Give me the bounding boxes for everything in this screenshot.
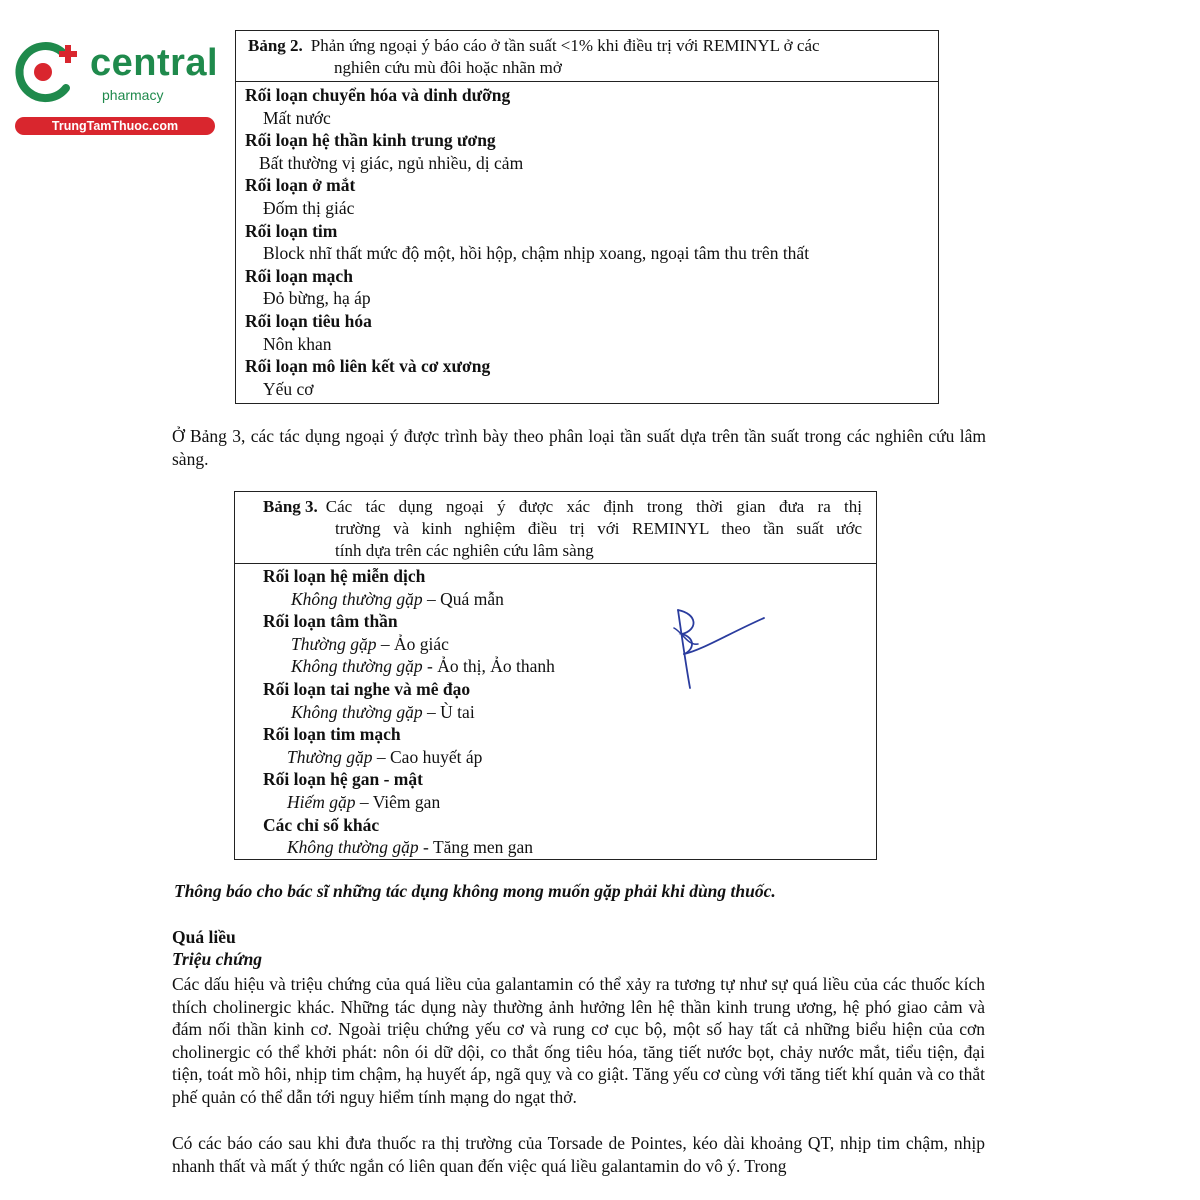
- effect-text: Viêm gan: [372, 791, 441, 812]
- intro-table-3: Ở Bảng 3, các tác dụng ngoại ý được trình bày theo phân loại tần suất dựa trên tần suất trong các nghiên cứu lâm sàng.: [172, 426, 986, 469]
- separator: –: [422, 588, 441, 609]
- separator: –: [355, 791, 373, 812]
- group-heading: Rối loạn hệ miễn dịch: [263, 566, 426, 586]
- group-item: Đỏ bừng, hạ áp: [263, 288, 371, 309]
- effect-text: Ảo thị, Ảo thanh: [437, 656, 555, 677]
- group-heading: Rối loạn tâm thần: [263, 611, 398, 632]
- table-2: [235, 30, 939, 404]
- table-3-body: [235, 564, 876, 859]
- group-heading: Rối loạn tai nghe và mê đạo: [263, 678, 471, 699]
- group-heading: Rối loạn chuyển hóa và dinh dưỡng: [245, 85, 511, 105]
- effect-text: Ảo giác: [394, 633, 449, 654]
- central-pharmacy-logo[interactable]: [10, 38, 219, 138]
- group-item: [263, 836, 868, 859]
- group-item: Đốm thị giác: [263, 197, 355, 218]
- separator: –: [372, 746, 390, 767]
- group-heading: Rối loạn hệ thần kinh trung ương: [245, 130, 496, 151]
- table-2-body: [236, 82, 938, 400]
- section-subheading: Triệu chứng: [172, 949, 263, 969]
- group-heading: Rối loạn mô liên kết và cơ xương: [245, 356, 491, 377]
- signature-icon: [668, 604, 778, 694]
- effect-text: Cao huyết áp: [390, 746, 483, 767]
- group-heading: Rối loạn hệ gan - mật: [263, 769, 423, 790]
- group-item: [263, 701, 868, 724]
- table-2-caption: [236, 31, 938, 82]
- table-3-caption: [235, 492, 876, 564]
- table-3: [234, 491, 877, 860]
- section-heading: Quá liều: [172, 927, 236, 947]
- separator: –: [422, 701, 441, 722]
- group-heading: Rối loạn mạch: [245, 265, 353, 286]
- overdose-paragraph: Có các báo cáo sau khi đưa thuốc ra thị trường của Torsade de Pointes, kéo dài khoảng QT, nhịp tim chậm, nhịp nhanh thất và mất ý thức ngắn có liên quan đến việc quá liều galantamin do vô ý. Trong: [172, 1133, 985, 1176]
- group-heading: Rối loạn tim mạch: [263, 724, 401, 745]
- group-item: Mất nước: [263, 107, 331, 128]
- logo-sub: pharmacy: [102, 87, 164, 103]
- frequency-label: Không thường gặp: [291, 656, 423, 677]
- logo-mark-icon: [10, 38, 90, 110]
- frequency-label: Không thường gặp: [291, 588, 423, 609]
- separator: -: [422, 656, 438, 677]
- table-2-label: Bảng 2.: [248, 36, 303, 55]
- separator: -: [418, 837, 433, 858]
- logo-site: TrungTamThuoc.com: [15, 117, 215, 135]
- group-item: Bất thường vị giác, ngủ nhiều, dị cảm: [259, 152, 524, 173]
- frequency-label: Thường gặp: [287, 746, 373, 767]
- effect-text: Quá mẫn: [440, 588, 504, 609]
- group-item: [263, 791, 868, 814]
- group-item: [263, 746, 868, 769]
- frequency-label: Hiếm gặp: [287, 791, 356, 812]
- logo-name: central: [90, 42, 219, 84]
- group-heading: Rối loạn ở mắt: [245, 175, 356, 196]
- frequency-label: Không thường gặp: [287, 837, 419, 858]
- frequency-label: Không thường gặp: [291, 701, 423, 722]
- group-heading: Rối loạn tiêu hóa: [245, 310, 372, 331]
- group-item: Yếu cơ: [263, 378, 314, 399]
- notice-text: Thông báo cho bác sĩ những tác dụng không mong muốn gặp phải khi dùng thuốc.: [174, 881, 776, 901]
- table-3-label: Bảng 3.: [263, 497, 318, 516]
- table-3-title-line: Các tác dụng ngoại ý được xác định trong thời gian đưa ra thị: [325, 497, 862, 516]
- effect-text: Tăng men gan: [432, 837, 534, 858]
- group-item: Block nhĩ thất mức độ một, hồi hộp, chậm nhịp xoang, ngoại tâm thu trên thất: [263, 243, 810, 264]
- group-heading: Các chỉ số khác: [263, 814, 380, 835]
- table-2-title-line: Phản ứng ngoại ý báo cáo ở tần suất <1% khi điều trị với REMINYL ở các: [310, 36, 820, 55]
- table-3-title-line: trường và kinh nghiệm điều trị với REMINYL theo tần suất ước: [335, 519, 862, 538]
- effect-text: Ù tai: [440, 701, 475, 722]
- table-3-title-line: tính dựa trên các nghiên cứu lâm sàng: [335, 541, 594, 560]
- table-2-title-line: nghiên cứu mù đôi hoặc nhãn mở: [334, 58, 562, 77]
- group-heading: Rối loạn tim: [245, 220, 338, 241]
- frequency-label: Thường gặp: [291, 633, 377, 654]
- group-item: Nôn khan: [263, 333, 332, 354]
- separator: –: [376, 633, 394, 654]
- overdose-paragraph: Các dấu hiệu và triệu chứng của quá liều của galantamin có thể xảy ra tương tự như sự quá liều của các thuốc kích thích cholinergic khác. Những tác dụng này thường ảnh hưởng lên hệ thần kinh trung ương, hệ phó giao cảm và đám nối thần kinh cơ. Ngoài triệu chứng yếu cơ và rung cơ cục bộ, một số hay tất cả những biểu hiện của cơn cholinergic có thể khởi phát: nôn ói dữ dội, co thắt ống tiêu hóa, tăng tiết nước bọt, chảy nước mắt, tiểu tiện, đại tiện, toát mồ hôi, nhịp tim chậm, hạ huyết áp, ngã quỵ và co giật. Tăng yếu cơ cùng với tăng tiết khí quản và co thắt phế quản có thể dẫn tới nguy hiểm tính mạng do ngạt thở.: [172, 974, 985, 1107]
